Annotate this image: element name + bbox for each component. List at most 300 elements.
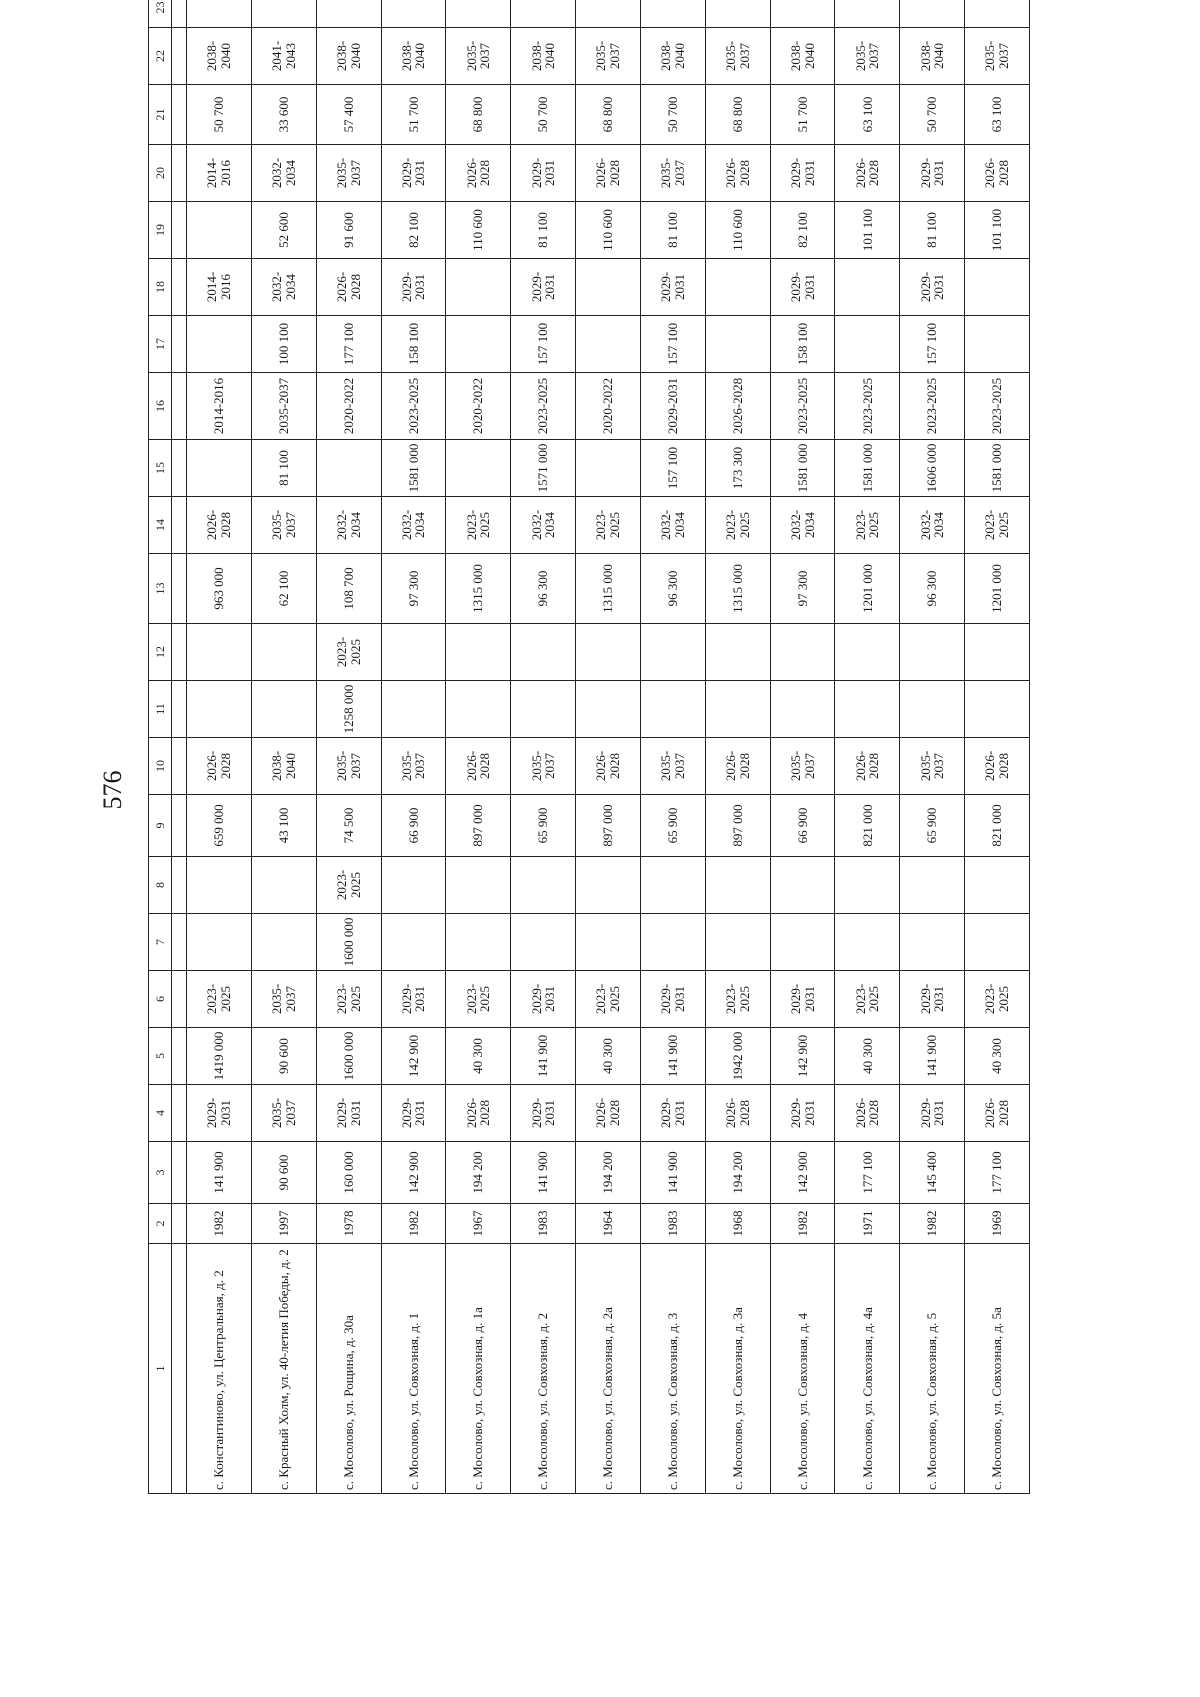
table-cell (576, 681, 641, 738)
table-cell: 2023-2025 (511, 373, 576, 440)
table-cell: 2038-2040 (640, 28, 705, 85)
table-cell: 2029-2031 (770, 971, 835, 1028)
table-cell: 2035-2037 (251, 373, 316, 440)
table-cell: 108 700 (316, 554, 381, 624)
table-cell (576, 440, 641, 497)
table-cell (705, 259, 770, 316)
table-row (316, 0, 381, 1494)
table-cell: 66 900 (770, 795, 835, 857)
table-cell: 96 300 (640, 554, 705, 624)
table-cell: 177 100 (316, 316, 381, 373)
table-cell: 91 600 (316, 202, 381, 259)
table-cell: 194 200 (705, 1142, 770, 1204)
table-cell: 2026-2028 (576, 738, 641, 795)
table-cell: 2023-2025 (835, 373, 900, 440)
table-cell (965, 681, 1030, 738)
table-cell (172, 202, 187, 259)
table-cell: 51 700 (381, 85, 446, 145)
address-cell: с. Мосолово, ул. Совхозная, д. 4а (835, 1244, 900, 1494)
table-cell: 101 100 (835, 202, 900, 259)
table-cell (705, 914, 770, 971)
table-cell (965, 259, 1030, 316)
table-cell: 2026-2028 (187, 738, 252, 795)
table-cell (172, 145, 187, 202)
table-row (835, 0, 900, 1494)
table-cell: 173 300 (705, 440, 770, 497)
table-cell: 1942 000 (705, 1028, 770, 1085)
table-cell: 2038-2040 (187, 28, 252, 85)
table-cell: 1315 000 (576, 554, 641, 624)
column-header-12: 12 (149, 624, 172, 681)
table-cell: 157 100 (640, 316, 705, 373)
table-cell (576, 0, 641, 28)
table-cell: 2023-2025 (835, 971, 900, 1028)
table-cell: 110 600 (446, 202, 511, 259)
table-cell: 1969 (965, 1204, 1030, 1244)
page-number: 576 (98, 770, 127, 810)
table-cell (187, 857, 252, 914)
table-cell: 2026-2028 (187, 497, 252, 554)
table-cell: 158 100 (381, 316, 446, 373)
table-cell: 2035-2037 (381, 738, 446, 795)
table-cell: 2023-2025 (705, 971, 770, 1028)
table-cell: 2035-2037 (511, 738, 576, 795)
table-cell (187, 202, 252, 259)
table-cell (965, 914, 1030, 971)
table-cell (446, 857, 511, 914)
table-row (511, 0, 576, 1494)
table-cell (172, 497, 187, 554)
table-cell (835, 316, 900, 373)
table-cell (172, 373, 187, 440)
table-cell: 2029-2031 (511, 259, 576, 316)
table-cell: 2026-2028 (316, 259, 381, 316)
table-cell: 2032-2034 (640, 497, 705, 554)
table-row (576, 0, 641, 1494)
table-cell (835, 914, 900, 971)
table-cell: 2023-2025 (965, 373, 1030, 440)
address-cell: с. Мосолово, ул. Совхозная, д. 5а (965, 1244, 1030, 1494)
table-cell (835, 857, 900, 914)
table-cell: 194 200 (576, 1142, 641, 1204)
table-cell: 2023-2025 (316, 857, 381, 914)
table-cell: 158 100 (770, 316, 835, 373)
table-cell: 141 900 (187, 1142, 252, 1204)
table-cell (187, 914, 252, 971)
table-cell: 2029-2031 (770, 1085, 835, 1142)
table-cell (511, 857, 576, 914)
table-row (770, 0, 835, 1494)
table-cell: 110 600 (705, 202, 770, 259)
table-cell: 2026-2028 (446, 738, 511, 795)
table-cell: 2029-2031 (640, 373, 705, 440)
table-cell: 2035-2037 (705, 28, 770, 85)
table-cell (576, 624, 641, 681)
table-cell: 1983 (640, 1204, 705, 1244)
table-cell (965, 0, 1030, 28)
table-cell: 1983 (511, 1204, 576, 1244)
table-cell (172, 1085, 187, 1142)
table-cell: 82 100 (381, 202, 446, 259)
column-header-18: 18 (149, 259, 172, 316)
table-cell: 194 200 (446, 1142, 511, 1204)
table-cell: 65 900 (900, 795, 965, 857)
table-cell (172, 1028, 187, 1085)
table-cell (446, 440, 511, 497)
table-cell: 2029-2031 (316, 1085, 381, 1142)
address-cell: с. Константиново, ул. Центральная, д. 2 (187, 1244, 252, 1494)
table-cell (511, 624, 576, 681)
table-cell: 100 100 (251, 316, 316, 373)
table-cell: 63 100 (965, 85, 1030, 145)
table-cell (316, 0, 381, 28)
table-cell: 2023-2025 (446, 971, 511, 1028)
table-cell (172, 971, 187, 1028)
table-cell (172, 914, 187, 971)
table-cell: 141 900 (511, 1142, 576, 1204)
table-cell: 2026-2028 (705, 373, 770, 440)
table-cell: 65 900 (640, 795, 705, 857)
table-cell: 2026-2028 (965, 738, 1030, 795)
table-cell: 2038-2040 (770, 28, 835, 85)
table-cell: 2035-2037 (640, 145, 705, 202)
table-cell: 2029-2031 (900, 1085, 965, 1142)
table-cell: 2020-2022 (316, 373, 381, 440)
column-header-6: 6 (149, 971, 172, 1028)
table-cell: 142 900 (770, 1028, 835, 1085)
table-cell: 2032-2034 (770, 497, 835, 554)
column-header-9: 9 (149, 795, 172, 857)
table-cell (705, 0, 770, 28)
table-cell (381, 681, 446, 738)
table-cell: 897 000 (446, 795, 511, 857)
table-cell: 2029-2031 (381, 259, 446, 316)
table-cell: 141 900 (640, 1028, 705, 1085)
table-cell: 2029-2031 (770, 145, 835, 202)
spacer-row (172, 0, 187, 1494)
table-cell: 50 700 (187, 85, 252, 145)
table-cell: 1971 (835, 1204, 900, 1244)
table-cell: 68 800 (576, 85, 641, 145)
table-cell: 963 000 (187, 554, 252, 624)
table-cell: 81 100 (640, 202, 705, 259)
table-cell (640, 624, 705, 681)
table-cell (770, 0, 835, 28)
table-cell: 2026-2028 (835, 145, 900, 202)
table-cell: 897 000 (576, 795, 641, 857)
table-cell: 1982 (900, 1204, 965, 1244)
table-cell: 97 300 (381, 554, 446, 624)
table-cell (770, 681, 835, 738)
table-cell (187, 624, 252, 681)
table-cell: 2032-2034 (316, 497, 381, 554)
table-cell (900, 624, 965, 681)
table-cell: 51 700 (770, 85, 835, 145)
table-cell (251, 914, 316, 971)
table-cell: 97 300 (770, 554, 835, 624)
column-header-20: 20 (149, 145, 172, 202)
table-cell (705, 316, 770, 373)
table-cell: 81 100 (900, 202, 965, 259)
table-cell: 141 900 (900, 1028, 965, 1085)
table-cell (172, 624, 187, 681)
table-cell: 1419 000 (187, 1028, 252, 1085)
table-cell (172, 681, 187, 738)
table-cell (640, 914, 705, 971)
table-cell: 2029-2031 (511, 971, 576, 1028)
data-table (148, 0, 1030, 1494)
column-header-3: 3 (149, 1142, 172, 1204)
table-cell (172, 738, 187, 795)
table-cell (900, 0, 965, 28)
table-cell: 2026-2028 (835, 738, 900, 795)
table-row (900, 0, 965, 1494)
table-cell (251, 857, 316, 914)
table-cell (576, 316, 641, 373)
table-row (381, 0, 446, 1494)
table-cell (835, 0, 900, 28)
table-cell: 2023-2025 (316, 624, 381, 681)
table-cell (187, 0, 252, 28)
table-cell (251, 624, 316, 681)
table-cell: 2026-2028 (576, 1085, 641, 1142)
table-cell: 157 100 (900, 316, 965, 373)
table-cell: 2029-2031 (381, 1085, 446, 1142)
table-cell (381, 624, 446, 681)
table-cell: 2023-2025 (576, 497, 641, 554)
address-cell: с. Мосолово, ул. Совхозная, д. 3 (640, 1244, 705, 1494)
table-cell: 2026-2028 (835, 1085, 900, 1142)
column-header-23: 23 (149, 0, 172, 28)
table-cell: 2023-2025 (705, 497, 770, 554)
table-cell: 57 400 (316, 85, 381, 145)
table-cell: 50 700 (511, 85, 576, 145)
address-cell: с. Мосолово, ул. Рощина, д. 30а (316, 1244, 381, 1494)
table-cell: 2035-2037 (835, 28, 900, 85)
table-cell: 1982 (381, 1204, 446, 1244)
table-cell: 2035-2037 (446, 28, 511, 85)
table-cell: 2035-2037 (900, 738, 965, 795)
table-cell (446, 624, 511, 681)
table-cell: 81 100 (251, 440, 316, 497)
table-cell: 2023-2025 (900, 373, 965, 440)
table-cell: 2035-2037 (965, 28, 1030, 85)
table-cell: 177 100 (965, 1142, 1030, 1204)
table-cell: 1968 (705, 1204, 770, 1244)
table-cell (900, 681, 965, 738)
table-cell: 2029-2031 (381, 145, 446, 202)
table-cell (446, 316, 511, 373)
table-cell: 157 100 (511, 316, 576, 373)
table-cell: 2029-2031 (900, 145, 965, 202)
column-header-16: 16 (149, 373, 172, 440)
table-cell (770, 914, 835, 971)
table-cell (172, 259, 187, 316)
table-cell: 2023-2025 (965, 971, 1030, 1028)
table-cell: 1201 000 (835, 554, 900, 624)
table-cell (251, 681, 316, 738)
address-cell: с. Красный Холм, ул. 40-летия Победы, д. 2 (251, 1244, 316, 1494)
table-cell (381, 0, 446, 28)
table-cell (446, 0, 511, 28)
table-cell (187, 316, 252, 373)
table-row (446, 0, 511, 1494)
table-cell: 2038-2040 (381, 28, 446, 85)
table-cell: 2032-2034 (381, 497, 446, 554)
table-cell: 1581 000 (965, 440, 1030, 497)
table-cell (446, 259, 511, 316)
table-cell: 2029-2031 (381, 971, 446, 1028)
table-cell: 2038-2040 (511, 28, 576, 85)
table-cell: 157 100 (640, 440, 705, 497)
table-cell: 68 800 (446, 85, 511, 145)
table-cell: 1997 (251, 1204, 316, 1244)
table-cell: 96 300 (511, 554, 576, 624)
table-cell: 2035-2037 (251, 1085, 316, 1142)
table-cell: 66 900 (381, 795, 446, 857)
table-cell (640, 681, 705, 738)
table-cell: 2026-2028 (705, 1085, 770, 1142)
table-cell (187, 440, 252, 497)
table-cell: 40 300 (835, 1028, 900, 1085)
table-cell: 1964 (576, 1204, 641, 1244)
table-cell: 2026-2028 (965, 1085, 1030, 1142)
column-header-1: 1 (149, 1244, 172, 1494)
table-cell (640, 0, 705, 28)
table-cell: 62 100 (251, 554, 316, 624)
column-header-2: 2 (149, 1204, 172, 1244)
table-cell: 2023-2025 (316, 971, 381, 1028)
table-cell: 2032-2034 (900, 497, 965, 554)
table-cell: 1967 (446, 1204, 511, 1244)
table-cell: 160 000 (316, 1142, 381, 1204)
address-cell: с. Мосолово, ул. Совхозная, д. 5 (900, 1244, 965, 1494)
table-cell (835, 624, 900, 681)
table-cell (187, 681, 252, 738)
column-header-4: 4 (149, 1085, 172, 1142)
table-wrapper (148, 1, 1030, 1494)
table-cell: 2023-2025 (835, 497, 900, 554)
table-cell (172, 1244, 187, 1494)
table-cell: 2023-2025 (446, 497, 511, 554)
table-cell (316, 440, 381, 497)
table-cell: 2023-2025 (770, 373, 835, 440)
table-cell (172, 28, 187, 85)
table-cell (965, 857, 1030, 914)
table-cell (576, 857, 641, 914)
table-cell: 1258 000 (316, 681, 381, 738)
table-cell: 2029-2031 (187, 1085, 252, 1142)
table-cell (965, 624, 1030, 681)
table-cell (172, 795, 187, 857)
table-cell: 2023-2025 (965, 497, 1030, 554)
table-cell (705, 857, 770, 914)
table-cell: 2029-2031 (640, 1085, 705, 1142)
table-cell: 659 000 (187, 795, 252, 857)
table-cell: 2038-2040 (900, 28, 965, 85)
table-cell: 1978 (316, 1204, 381, 1244)
table-cell: 2026-2028 (576, 145, 641, 202)
table-cell: 142 900 (381, 1028, 446, 1085)
table-cell: 68 800 (705, 85, 770, 145)
table-cell: 2035-2037 (770, 738, 835, 795)
table-cell (511, 0, 576, 28)
table-cell (172, 1142, 187, 1204)
table-cell: 2032-2034 (511, 497, 576, 554)
table-cell: 2035-2037 (251, 497, 316, 554)
table-cell: 2035-2037 (640, 738, 705, 795)
table-cell: 2026-2028 (705, 145, 770, 202)
table-cell: 40 300 (446, 1028, 511, 1085)
table-cell: 1315 000 (446, 554, 511, 624)
table-cell: 82 100 (770, 202, 835, 259)
table-cell: 2014-2016 (187, 145, 252, 202)
table-cell (900, 857, 965, 914)
column-header-19: 19 (149, 202, 172, 259)
table-cell: 2038-2040 (316, 28, 381, 85)
table-cell: 2035-2037 (576, 28, 641, 85)
column-header-7: 7 (149, 914, 172, 971)
table-cell: 50 700 (640, 85, 705, 145)
table-cell (172, 316, 187, 373)
table-cell: 110 600 (576, 202, 641, 259)
table-cell: 1201 000 (965, 554, 1030, 624)
table-cell: 2026-2028 (965, 145, 1030, 202)
table-cell: 81 100 (511, 202, 576, 259)
table-cell: 2029-2031 (511, 1085, 576, 1142)
table-cell (576, 259, 641, 316)
table-row (187, 0, 252, 1494)
table-cell: 2029-2031 (770, 259, 835, 316)
table-cell: 65 900 (511, 795, 576, 857)
table-cell: 141 900 (640, 1142, 705, 1204)
table-cell: 2029-2031 (511, 145, 576, 202)
column-header-14: 14 (149, 497, 172, 554)
table-cell: 2023-2025 (576, 971, 641, 1028)
table-cell: 2023-2025 (187, 971, 252, 1028)
table-cell: 1315 000 (705, 554, 770, 624)
column-header-22: 22 (149, 28, 172, 85)
table-cell: 2029-2031 (640, 971, 705, 1028)
table-cell (251, 0, 316, 28)
table-cell: 2026-2028 (446, 1085, 511, 1142)
table-cell: 2029-2031 (900, 971, 965, 1028)
table-cell: 2014-2016 (187, 373, 252, 440)
address-cell: с. Мосолово, ул. Совхозная, д. 1а (446, 1244, 511, 1494)
table-cell (172, 0, 187, 28)
table-cell: 90 600 (251, 1028, 316, 1085)
table-row (705, 0, 770, 1494)
table-cell: 40 300 (965, 1028, 1030, 1085)
table-cell: 2020-2022 (576, 373, 641, 440)
table-cell (446, 914, 511, 971)
column-header-21: 21 (149, 85, 172, 145)
column-header-11: 11 (149, 681, 172, 738)
column-header-10: 10 (149, 738, 172, 795)
table-cell (511, 914, 576, 971)
table-cell: 2038-2040 (251, 738, 316, 795)
table-cell: 141 900 (511, 1028, 576, 1085)
table-cell: 897 000 (705, 795, 770, 857)
table-cell: 2041-2043 (251, 28, 316, 85)
table-cell: 63 100 (835, 85, 900, 145)
table-cell: 2026-2028 (446, 145, 511, 202)
table-cell (172, 440, 187, 497)
address-cell: с. Мосолово, ул. Совхозная, д. 4 (770, 1244, 835, 1494)
column-header-8: 8 (149, 857, 172, 914)
column-header-5: 5 (149, 1028, 172, 1085)
table-cell: 90 600 (251, 1142, 316, 1204)
